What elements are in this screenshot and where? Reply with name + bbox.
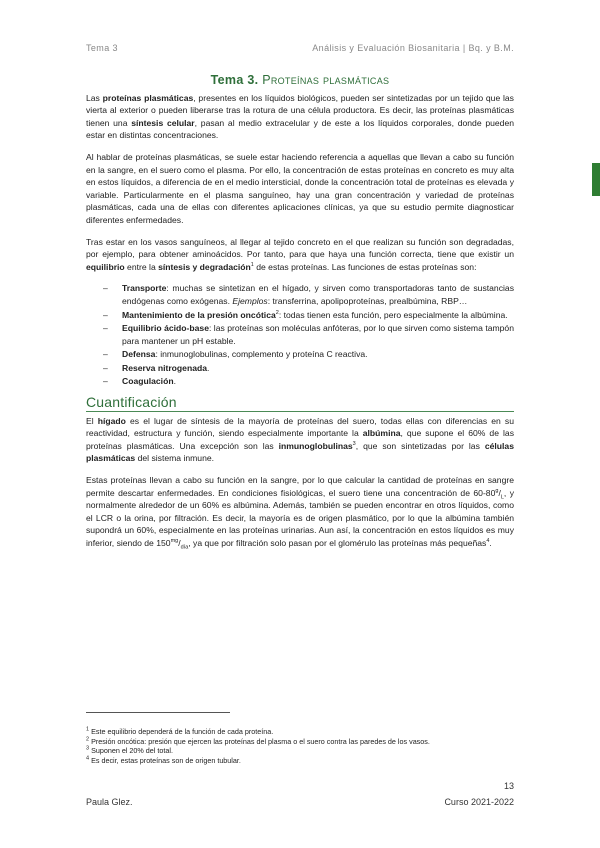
- footer-course: Curso 2021-2022: [444, 797, 514, 807]
- footer-author: Paula Glez.: [86, 797, 133, 807]
- side-tab-marker: [592, 163, 600, 196]
- footnote-ref-4: 4: [486, 538, 490, 545]
- footnote-ref-1: 1: [250, 261, 254, 268]
- title-number: Tema 3.: [210, 73, 259, 87]
- page-title: [86, 74, 514, 87]
- section-paragraph-2: Estas proteínas llevan a cabo su función en la sangre, por lo que calcular la cantidad de proteínas en sangre permite descartar enfermedades. En condiciones fisiológicas, el suero tiene una concentración de $60-80^g/_L$, y normalmente alrededor de un 60% es albúmina. Además, también se pueden encontrar en otros líquidos, como el LCR o la orina, por filtración. Es decir, la mayoría es de origen plasmático, por lo que la albúmina también supondrá un 60%, especialmente en las proteínas urinarias. Aun así, la concentración en estos líquidos es muy inferior, siendo de $150^{mg}/_{día}$, ya que por filtración solo pasan por el glomérulo las proteínas más pequeñas$^4$.: [86, 475, 514, 551]
- page-number: 13: [503, 781, 514, 791]
- list-item: – Defensa: inmunoglobulinas, complemento y proteína C reactiva.: [103, 349, 368, 360]
- page-content: [86, 74, 514, 559]
- list-item: – Mantenimiento de la presión oncótica$^2$: todas tienen esta función, pero especialmente la albúmina.: [103, 309, 508, 320]
- list-item: – Equilibrio ácido-base: las proteínas son moléculas anfóteras, por lo que sirven como sistema tampón para mantener un pH estable.: [103, 323, 514, 346]
- intro-paragraph-3: Tras estar en los vasos sanguíneos, al llegar al tejido concreto en el que realizan su función son degradadas, por ejemplo, para obtener aminoácidos. Por tanto, para que haya una función correcta, tiene que existir un equilibrio entre la síntesis y degradación$^1$ de estas proteínas. Las funciones de estas proteínas son:: [86, 236, 514, 272]
- section-heading: Cuantificación: [86, 396, 514, 412]
- footnote-ref-3: 3: [352, 440, 356, 447]
- header-left: Tema 3: [86, 43, 118, 53]
- footnote-item: $^3$ Suponen el 20% del total.: [86, 745, 173, 755]
- intro-paragraph-1: Las proteínas plasmáticas, presentes en los líquidos biológicos, pueden ser sintetizadas por un tejido que las vierta al exterior o pueden liberarse tras la rotura de una célula productora. Es decir, las proteínas plasmáticas tienen una síntesis celular, pasan al medio extracelular y de este a los líquidos corporales, donde pueden estar en distintas concentraciones.: [86, 92, 515, 141]
- list-item: – Reserva nitrogenada.: [103, 362, 210, 373]
- functions-list: [86, 282, 514, 388]
- intro-paragraph-2: Al hablar de proteínas plasmáticas, se suele estar haciendo referencia a aquellas que llevan a cabo su función en la sangre, en el suero como el plasma. Por ello, la concentración de estas proteínas en concreto es muy alta en estos líquidos, a diferencia de en el medio intersticial, donde la concentración total de proteínas es elevada y variable. Particularmente en el plasma sanguíneo, hay una gran concentración y variedad de proteínas plasmáticas, cada una de ellas con diferentes aplicaciones clínicas, ya que su estudio permite diagnosticar diferentes enfermedades.: [86, 151, 514, 225]
- list-item: – Coagulación.: [103, 376, 176, 387]
- footnotes: [86, 727, 514, 765]
- footnote-item: $^4$ Es decir, estas proteínas son de origen tubular.: [86, 755, 241, 765]
- footnote-item: $^2$ Presión oncótica: presión que ejercen las proteínas del plasma o el suero contra las paredes de los vasos.: [86, 736, 430, 746]
- title-text: Proteínas plasmáticas: [262, 73, 390, 87]
- list-item: – Transporte: muchas se sintetizan en el hígado, y sirven como transportadoras tanto de sustancias endógenas como exógenas. Ejemplos: transferrina, apolipoproteínas, prealbúmina, RBP…: [103, 283, 514, 306]
- section-paragraph-1: El hígado es el lugar de síntesis de la mayoría de proteínas del suero, todas ellas con diferencias en su reactividad, estructura y función, siendo especialmente importante la albúmina, que supone el 60% de las proteínas plasmáticas. Una excepción son las inmunoglobulinas$^3$, que son sintetizadas por las células plasmáticas del sistema inmune.: [86, 415, 515, 464]
- header-right: Análisis y Evaluación Biosanitaria | Bq. y B.M.: [312, 43, 514, 53]
- footnote-ref-2: 2: [275, 309, 279, 316]
- footnote-item: $^1$ Este equilibrio dependerá de la función de cada proteína.: [86, 726, 274, 736]
- footnote-divider: [86, 712, 230, 713]
